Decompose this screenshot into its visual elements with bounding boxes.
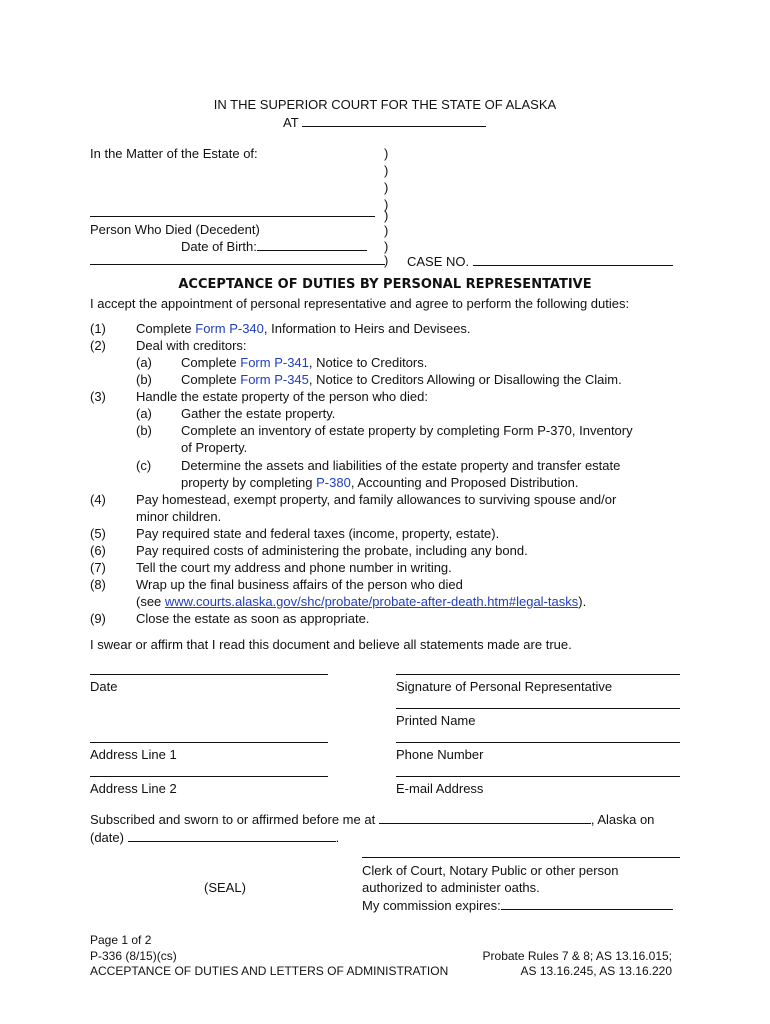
caption-paren: ) — [384, 180, 389, 195]
duty-text: , Notice to Creditors Allowing or Disallowing the Claim. — [308, 372, 622, 387]
subduty-letter: (c) — [136, 458, 152, 473]
signature-field[interactable] — [396, 674, 680, 675]
subduty-letter: (b) — [136, 372, 152, 387]
duty-9: Close the estate as soon as appropriate. — [136, 611, 370, 626]
duty-2: Deal with creditors: — [136, 338, 247, 353]
form-footer-title: ACCEPTANCE OF DUTIES AND LETTERS OF ADMINISTRATION — [90, 964, 449, 978]
duty-number: (3) — [90, 389, 106, 404]
commission-expires — [362, 896, 673, 914]
jurat-text: Subscribed and sworn to or affirmed before me at — [90, 812, 376, 827]
caption-paren: ) — [384, 253, 389, 268]
jurat-location-field[interactable] — [379, 810, 591, 824]
form-p345-link[interactable]: Form P-345 — [240, 372, 309, 387]
phone-field[interactable] — [396, 742, 680, 743]
commission-expires-label: My commission expires: — [362, 898, 501, 913]
duty-text: , Accounting and Proposed Distribution. — [350, 475, 579, 490]
duty-6: Pay required costs of administering the probate, including any bond. — [136, 543, 528, 558]
duty-text: , Information to Heirs and Devisees. — [263, 321, 471, 336]
signature-label: Signature of Personal Representative — [396, 679, 613, 694]
duty-1 — [136, 320, 471, 337]
address-line2-label: Address Line 2 — [90, 781, 177, 796]
clerk-line1: Clerk of Court, Notary Public or other person — [362, 863, 619, 878]
duty-number: (6) — [90, 543, 106, 558]
caption-paren: ) — [384, 146, 389, 161]
oath-text: I swear or affirm that I read this document and believe all statements made are true. — [90, 637, 572, 652]
duty-3b-line1: Complete an inventory of estate property by completing Form P-370, Inventory — [181, 423, 633, 438]
duty-text: , Notice to Creditors. — [308, 355, 428, 370]
case-no-field[interactable] — [473, 252, 673, 266]
duty-4-line1: Pay homestead, exempt property, and family allowances to surviving spouse and/or — [136, 492, 617, 507]
form-id: P-336 (8/15)(cs) — [90, 949, 177, 963]
court-location-field[interactable] — [302, 113, 486, 127]
intro-text: I accept the appointment of personal representative and agree to perform the following duties: — [90, 296, 630, 311]
form-p380-link[interactable]: P-380 — [316, 475, 351, 490]
caption-paren: ) — [384, 197, 389, 212]
address-line2-field[interactable] — [90, 776, 328, 777]
date-of-birth — [181, 237, 367, 255]
case-no — [407, 252, 673, 270]
case-no-label: CASE NO. — [407, 254, 470, 269]
duty-number: (4) — [90, 492, 106, 507]
court-heading: IN THE SUPERIOR COURT FOR THE STATE OF ALASKA — [213, 97, 557, 112]
jurat-date-label: (date) — [90, 830, 124, 845]
email-label: E-mail Address — [396, 781, 484, 796]
subduty-letter: (a) — [136, 406, 152, 421]
page-number: Page 1 of 2 — [90, 933, 152, 947]
address-line1-label: Address Line 1 — [90, 747, 177, 762]
jurat-line1 — [90, 810, 654, 828]
duty-3: Handle the estate property of the person who died: — [136, 389, 428, 404]
rules-line1: Probate Rules 7 & 8; AS 13.16.015; — [482, 949, 672, 963]
commission-expires-field[interactable] — [501, 896, 673, 910]
phone-label: Phone Number — [396, 747, 484, 762]
duty-text: Complete — [181, 372, 241, 387]
dob-label: Date of Birth: — [181, 239, 257, 254]
duty-text: ). — [578, 594, 587, 609]
decedent-label: Person Who Died (Decedent) — [90, 222, 260, 237]
duty-3b-line2: of Property. — [181, 440, 248, 455]
duty-3a: Gather the estate property. — [181, 406, 336, 421]
duty-number: (7) — [90, 560, 106, 575]
rules-line2: AS 13.16.245, AS 13.16.220 — [520, 964, 672, 978]
clerk-line2: authorized to administer oaths. — [362, 880, 540, 895]
matter-label: In the Matter of the Estate of: — [90, 146, 258, 161]
jurat-date-end: . — [335, 830, 340, 845]
duty-4-line2: minor children. — [136, 509, 222, 524]
caption-paren: ) — [384, 239, 389, 254]
duty-number: (5) — [90, 526, 106, 541]
printed-name-field[interactable] — [396, 708, 680, 709]
caption-paren: ) — [384, 208, 389, 223]
duty-text: (see — [136, 594, 165, 609]
form-p340-link[interactable]: Form P-340 — [195, 321, 264, 336]
at-label: AT — [283, 115, 299, 130]
duty-number: (8) — [90, 577, 106, 592]
duty-8-line1: Wrap up the final business affairs of the person who died — [136, 577, 463, 592]
duty-text: Complete — [136, 321, 196, 336]
duty-text: property by completing — [181, 475, 317, 490]
jurat-line2 — [90, 828, 339, 846]
court-location — [283, 113, 486, 131]
duty-7: Tell the court my address and phone number in writing. — [136, 560, 452, 575]
caption-paren: ) — [384, 163, 389, 178]
duty-text: Complete — [181, 355, 241, 370]
duty-number: (2) — [90, 338, 106, 353]
form-p341-link[interactable]: Form P-341 — [240, 355, 309, 370]
duty-5: Pay required state and federal taxes (income, property, estate). — [136, 526, 500, 541]
duty-number: (9) — [90, 611, 106, 626]
caption-paren: ) — [384, 223, 389, 238]
duty-3c-line2 — [181, 474, 578, 491]
decedent-name-field[interactable] — [90, 216, 375, 217]
caption-bottom-rule — [90, 264, 385, 265]
dob-field[interactable] — [257, 237, 367, 251]
duty-3c-line1: Determine the assets and liabilities of the estate property and transfer estate — [181, 458, 621, 473]
duty-2a — [181, 354, 427, 371]
email-field[interactable] — [396, 776, 680, 777]
printed-name-label: Printed Name — [396, 713, 476, 728]
duty-2b — [181, 371, 622, 388]
legal-tasks-link[interactable]: www.courts.alaska.gov/shc/probate/probate-after-death.htm#legal-tasks — [164, 594, 579, 609]
subduty-letter: (a) — [136, 355, 152, 370]
jurat-text: , Alaska on — [590, 812, 655, 827]
address-line1-field[interactable] — [90, 742, 328, 743]
form-title: ACCEPTANCE OF DUTIES BY PERSONAL REPRESENTATIVE — [178, 277, 592, 292]
duty-number: (1) — [90, 321, 106, 336]
date-field[interactable] — [90, 674, 328, 675]
subduty-letter: (b) — [136, 423, 152, 438]
jurat-date-field[interactable] — [128, 828, 336, 842]
seal-label: (SEAL) — [204, 880, 246, 895]
clerk-signature-field[interactable] — [362, 857, 680, 858]
date-label: Date — [90, 679, 118, 694]
duty-8-line2 — [136, 593, 586, 610]
